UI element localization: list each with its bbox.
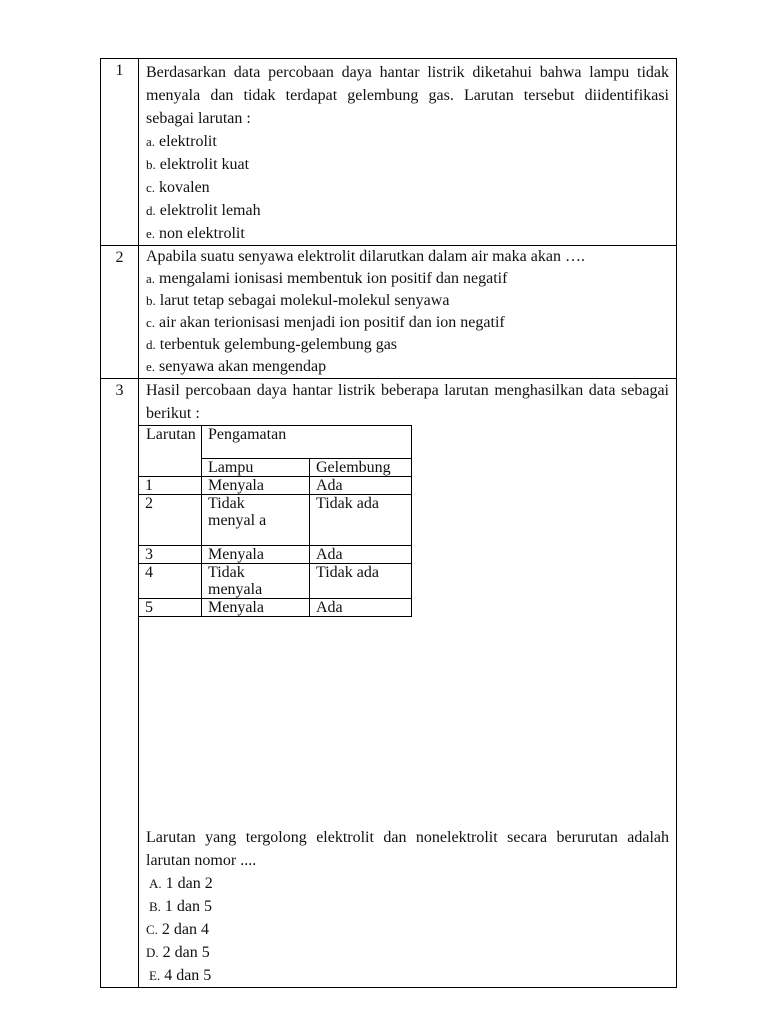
option-d xyxy=(146,199,669,222)
question-number: 2 xyxy=(101,246,139,379)
option-letter: E. xyxy=(149,968,161,983)
header-larutan: Larutan xyxy=(139,426,202,477)
question-content xyxy=(139,246,677,379)
table-row xyxy=(139,564,412,599)
cell-lampu: Tidak menyala xyxy=(202,564,310,599)
question-table xyxy=(100,58,677,988)
cell-gelembung: Ada xyxy=(310,546,412,564)
option-d xyxy=(146,941,669,964)
option-text: mengalami ionisasi membentuk ion positif dan negatif xyxy=(159,270,508,287)
cell-no: 4 xyxy=(139,564,202,599)
option-text: 1 dan 2 xyxy=(165,875,213,892)
option-text: 1 dan 5 xyxy=(164,898,213,915)
table-row xyxy=(139,546,412,564)
option-text: 4 dan 5 xyxy=(164,967,212,984)
option-letter: c. xyxy=(146,315,156,330)
option-letter: D. xyxy=(146,945,159,960)
option-text: kovalen xyxy=(159,179,210,196)
option-letter: b. xyxy=(146,157,156,172)
option-text: larut tetap sebagai molekul-molekul senyawa xyxy=(159,292,450,309)
cell-gelembung: Ada xyxy=(310,477,412,495)
option-b xyxy=(146,153,669,176)
option-text: senyawa akan mengendap xyxy=(159,358,327,375)
option-letter: e. xyxy=(146,359,156,374)
option-letter: d. xyxy=(146,337,156,352)
blank-space xyxy=(146,617,669,826)
option-a xyxy=(146,130,669,153)
option-a xyxy=(146,872,669,895)
table-row xyxy=(139,599,412,617)
option-letter: C. xyxy=(146,922,158,937)
option-letter: d. xyxy=(146,203,156,218)
option-d xyxy=(146,334,669,356)
option-text: non elektrolit xyxy=(159,225,245,242)
header-gelembung: Gelembung xyxy=(310,459,412,477)
cell-lampu: Menyala xyxy=(202,599,310,617)
option-b xyxy=(146,895,669,918)
question-stem: Apabila suatu senyawa elektrolit dilarutkan dalam air maka akan …. xyxy=(146,248,585,265)
option-c xyxy=(146,918,669,941)
cell-no: 2 xyxy=(139,495,202,546)
cell-no: 1 xyxy=(139,477,202,495)
option-text: 2 dan 4 xyxy=(161,921,210,938)
question-stem: Berdasarkan data percobaan daya hantar listrik diketahui bahwa lampu tidak menyala dan tidak terdapat gelembung gas. Larutan tersebut diidentifikasi sebagai larutan : xyxy=(146,64,669,127)
option-letter: A. xyxy=(149,876,162,891)
option-text: elektrolit kuat xyxy=(159,156,250,173)
option-text: 2 dan 5 xyxy=(162,944,210,961)
question-prompt: Larutan yang tergolong elektrolit dan nonelektrolit secara berurutan adalah larutan nomor .... xyxy=(146,829,669,869)
table-row xyxy=(139,477,412,495)
option-e xyxy=(146,964,669,987)
header-lampu: Lampu xyxy=(202,459,310,477)
cell-gelembung: Ada xyxy=(310,599,412,617)
cell-no: 5 xyxy=(139,599,202,617)
cell-lampu: Tidak menyal a xyxy=(202,495,310,546)
option-b xyxy=(146,290,669,312)
cell-gelembung: Tidak ada xyxy=(310,564,412,599)
question-number: 3 xyxy=(101,379,139,988)
option-e xyxy=(146,356,669,378)
question-content xyxy=(139,59,677,246)
header-pengamatan: Pengamatan xyxy=(202,426,412,459)
option-letter: b. xyxy=(146,293,156,308)
cell-lampu: Menyala xyxy=(202,477,310,495)
cell-no: 3 xyxy=(139,546,202,564)
option-text: air akan terionisasi menjadi ion positif dan ion negatif xyxy=(159,314,505,331)
question-stem: Hasil percobaan daya hantar listrik beberapa larutan menghasilkan data sebagai berikut : xyxy=(146,382,669,422)
option-text: terbentuk gelembung-gelembung gas xyxy=(159,336,398,353)
option-letter: c. xyxy=(146,180,156,195)
option-letter: B. xyxy=(149,899,161,914)
option-letter: e. xyxy=(146,226,156,241)
option-letter: a. xyxy=(146,134,156,149)
question-row-1 xyxy=(101,59,677,246)
question-content xyxy=(139,379,677,988)
option-text: elektrolit lemah xyxy=(159,202,261,219)
cell-lampu: Menyala xyxy=(202,546,310,564)
option-c xyxy=(146,176,669,199)
option-letter: a. xyxy=(146,271,156,286)
table-row xyxy=(139,495,412,546)
cell-gelembung: Tidak ada xyxy=(310,495,412,546)
question-row-2 xyxy=(101,246,677,379)
option-a xyxy=(146,268,669,290)
option-e xyxy=(146,222,669,245)
question-number: 1 xyxy=(101,59,139,246)
option-c xyxy=(146,312,669,334)
observation-table xyxy=(138,425,412,617)
question-row-3 xyxy=(101,379,677,988)
option-text: elektrolit xyxy=(159,133,217,150)
